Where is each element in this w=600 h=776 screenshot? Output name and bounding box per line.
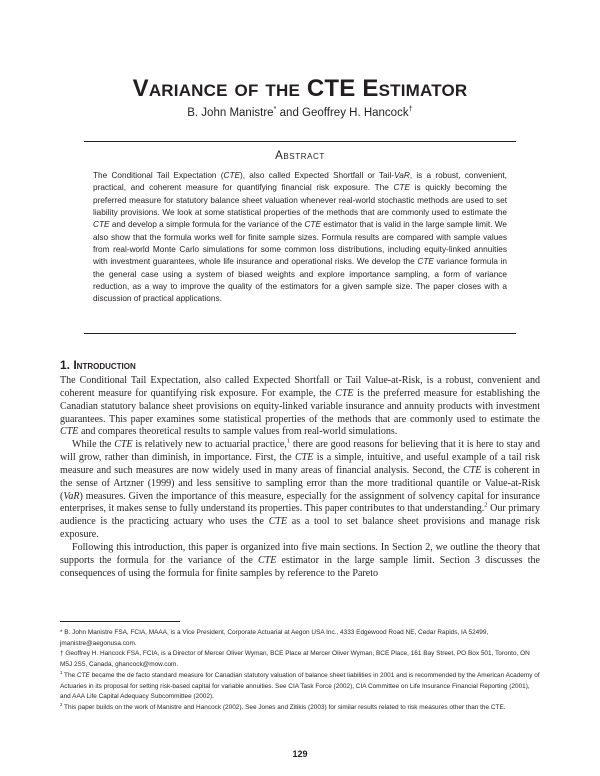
author-conjunction: and: [276, 107, 303, 119]
author-hancock-footnote-mark: †: [408, 104, 413, 114]
footnotes: [60, 628, 540, 714]
paper-title: Variance of the CTE Estimator: [132, 75, 468, 102]
author-hancock: Geoffrey H. Hancock: [302, 107, 409, 119]
footnote-1: $^1$ The CTE became the de facto standard measure for Canadian statutory valuation of balance sheet liabilities in 2001 and is recommended by the American Academy of Actuaries in its proposal for setting risk-based capital for variable annuities. See CIA Task Force (2002), CIA Committee on Life Insurance Financial Reporting (2001), and AAA Life Capital Adequacy Subcommittee (2002).: [60, 669, 540, 701]
abstract-heading: Abstract: [275, 150, 325, 162]
author-line: [0, 104, 600, 119]
footnote-rule: [60, 621, 180, 622]
section-heading-introduction: 1. Introduction: [60, 358, 136, 372]
paragraph: The Conditional Tail Expectation, also called Expected Shortfall or Tail Value-at-Risk, is a robust, convenient and coherent measure for quantifying risk exposure. For example, the CTE is the preferred measure for establishing the Canadian statutory balance sheet provisions on equity-linked variable insurance and annuity products with investment guarantees. This paper examines some statistical properties of the methods that are commonly used to estimate the CTE and compares theoretical results to sample values from real-world simulations.: [60, 375, 541, 438]
abstract-bottom-rule: [84, 333, 516, 334]
abstract-text: The Conditional Tail Expectation (CTE), also called Expected Shortfall or Tail-VaR, is a robust, convenient, practical, and coherent measure for quantifying financial risk exposure. The CTE is quickly becoming the preferred measure for statutory balance sheet valuation whenever real-world stochastic methods are used to set liability provisions. We look at some statistical properties of the methods that are commonly used to estimate the CTE and develop a simple formula for the variance of the CTE estimator that is valid in the large sample limit. We also show that the formula works well for finite sample sizes. Formula results are compared with sample values from real-world Monte Carlo simulations for some common loss distributions, including equity-linked annuities with investment guarantees, whole life insurance and operational risks. We develop the CTE variance formula in the general case using a system of biased weights and explore importance sampling, a form of variance reduction, as a way to improve the quality of the estimators for a given sample size. The paper closes with a discussion of practical applications.: [93, 171, 507, 304]
footnote-manistre: * B. John Manistre FSA, FCIA, MAAA, is a Vice President, Corporate Actuarial at Aegon USA Inc., 4333 Edgewood Road NE, Cedar Rapids, IA 52499, jmanistre@aegonusa.com.: [60, 629, 489, 647]
footnote-2: $^2$ This paper builds on the work of Manistre and Hancock (2002). See Jones and Zitikis (2003) for similar results related to risk measures other than the CTE.: [60, 701, 506, 711]
author-manistre: B. John Manistre: [187, 107, 274, 119]
paragraph: Following this introduction, this paper is organized into five main sections. In Section 2, we outline the theory that supports the formula for the variance of the CTE estimator in the large sample limit. Section 3 discusses the consequences of using the formula for finite samples by reference to the Pareto: [60, 541, 540, 579]
author-manistre-footnote-mark: *: [273, 104, 277, 114]
footnote-hancock: † Geoffrey H. Hancock FSA, FCIA, is a Director of Mercer Oliver Wyman, BCE Place at Mercer Oliver Wyman, BCE Place, 161 Bay Street, PO Box 501, Toronto, ON M5J 2S5, Canada, ghancock@mow.com.: [60, 650, 530, 669]
footnote-ref: 2: [484, 502, 488, 510]
footnote-ref: 1: [286, 437, 291, 445]
abstract-top-rule: [84, 141, 516, 142]
paragraph: While the CTE is relatively new to actuarial practice,$^1$ there are good reasons for believing that it is here to stay and will grow, rather than diminish, in importance. First, the CTE is a simple, intuitive, and useful example of a tail risk measure and such measures are now widely used in many areas of financial analysis. Second, the CTE is coherent in the sense of Artzner (1999) and less sensitive to sampling error than the more traditional quantile or Value-at-Risk (VaR) measures. Given the importance of this measure, especially for the assignment of solvency capital for insurance enterprises, it makes sense to fully understand its properties. This paper contributes to that understanding.$^2$ Our primary audience is the practicing actuary who uses the CTE as a tool to set balance sheet provisions and manage risk exposure.: [60, 437, 541, 541]
introduction-body: [60, 375, 540, 581]
page-number: 129: [292, 749, 308, 759]
